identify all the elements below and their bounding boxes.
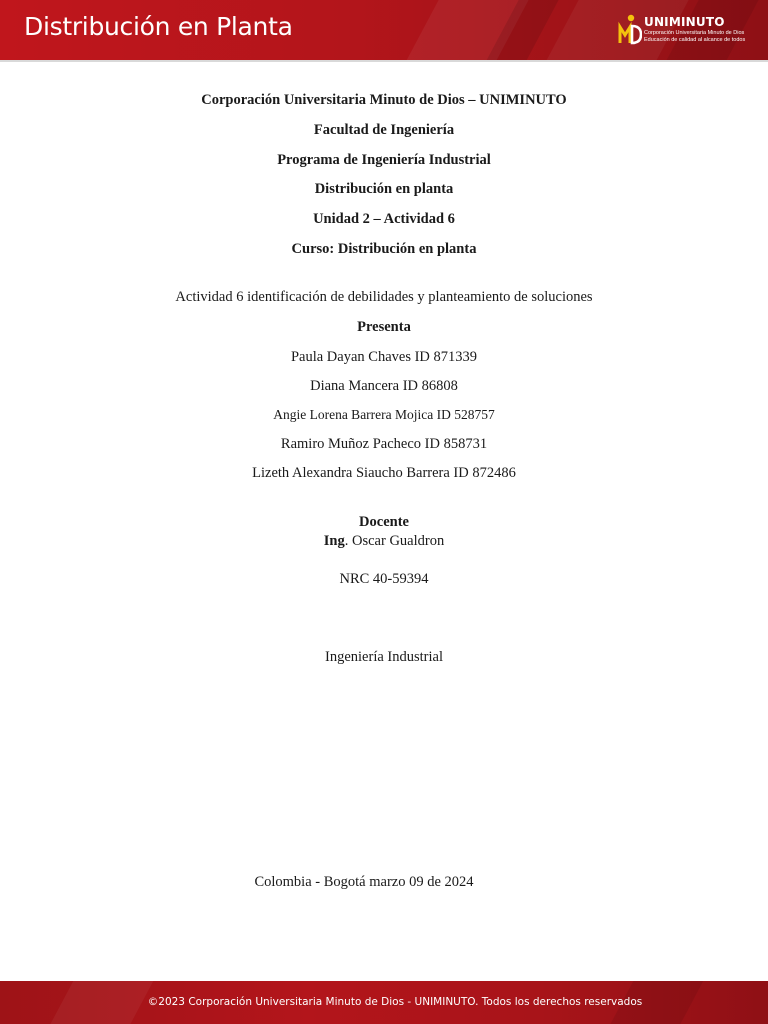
header-banner	[0, 0, 768, 60]
career-name: Ingeniería Industrial	[325, 649, 443, 665]
author-name: Diana Mancera ID 86808	[310, 378, 458, 394]
place-date: Colombia - Bogotá marzo 09 de 2024	[254, 874, 474, 890]
program-name: Programa de Ingeniería Industrial	[277, 152, 491, 168]
author-name: Paula Dayan Chaves ID 871339	[290, 349, 478, 365]
activity-title: Actividad 6 identificación de debilidades y planteamiento de soluciones	[175, 289, 593, 305]
author-name: Lizeth Alexandra Siaucho Barrera ID 872486	[252, 465, 516, 481]
teacher-name: . Oscar Gualdron	[344, 533, 445, 549]
logo-tagline: Educación de calidad al alcance de todos	[644, 37, 746, 43]
logo-tagline: Corporación Universitaria Minuto de Dios	[644, 30, 745, 36]
header-divider	[0, 60, 768, 62]
logo-name: UNIMINUTO	[644, 15, 725, 29]
footer-copyright: ©2023 Corporación Universitaria Minuto de Dios - UNIMINUTO. Todos los derechos reservados	[147, 996, 643, 1008]
footer-banner	[0, 981, 768, 1024]
uniminuto-logo	[618, 13, 746, 47]
institution-name: Corporación Universitaria Minuto de Dios – UNIMINUTO	[201, 92, 567, 108]
uniminuto-logo-icon	[618, 13, 642, 47]
teacher-line	[0, 533, 768, 550]
subject-name: Distribución en planta	[314, 181, 454, 197]
presents-label: Presenta	[357, 319, 411, 335]
author-name: Ramiro Muñoz Pacheco ID 858731	[280, 436, 488, 452]
teacher-title: Ing	[323, 533, 345, 549]
header-title: Distribución en Planta	[24, 12, 293, 41]
author-name: Angie Lorena Barrera Mojica ID 528757	[273, 407, 495, 422]
teacher-label: Docente	[359, 514, 409, 530]
course-name: Curso: Distribución en planta	[291, 241, 477, 257]
faculty-name: Facultad de Ingeniería	[313, 122, 455, 138]
nrc-code: NRC 40-59394	[339, 571, 429, 587]
unit-activity: Unidad 2 – Actividad 6	[313, 211, 455, 227]
